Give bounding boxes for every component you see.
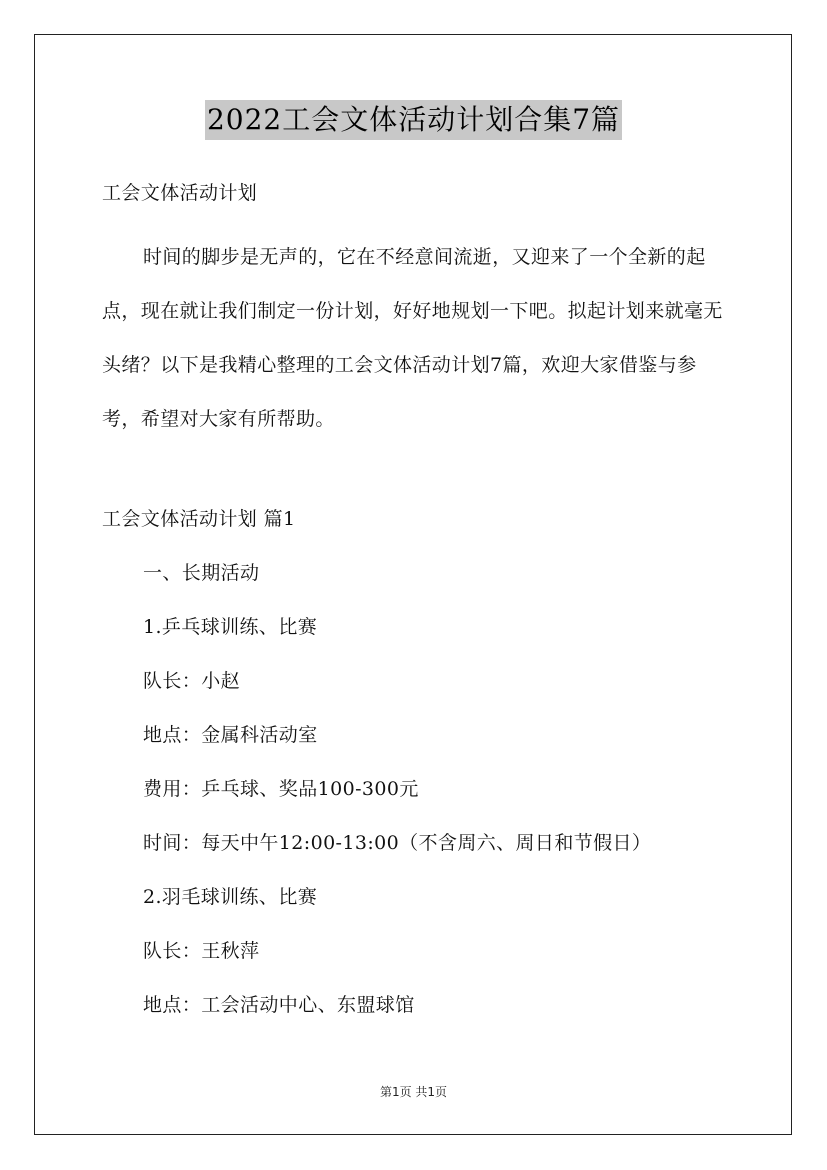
list-item: 地点：工会活动中心、东盟球馆: [143, 994, 415, 1016]
list-item: 2.羽毛球训练、比赛: [143, 886, 318, 908]
page-title: 2022工会文体活动计划合集7篇: [205, 100, 622, 140]
title-container: [0, 100, 827, 140]
list-item: 时间：每天中午12:00-13:00（不含周六、周日和节假日）: [143, 832, 652, 854]
list-item: 队长：小赵: [143, 670, 241, 692]
intro-text: 时间的脚步是无声的，它在不经意间流逝，又迎来了一个全新的起点，现在就让我们制定一份计划，好好地规划一下吧。拟起计划来就毫无头绪？以下是我精心整理的工会文体活动计划7篇，欢迎大家借鉴与参考，希望对大家有所帮助。: [102, 246, 723, 430]
list-item: 地点：金属科活动室: [143, 724, 318, 746]
list-item: 1.乒乓球训练、比赛: [143, 616, 318, 638]
document-subtitle: 工会文体活动计划: [102, 182, 258, 204]
list-item: 队长：王秋萍: [143, 940, 260, 962]
list-item: 一、长期活动: [143, 562, 260, 584]
section-heading: 工会文体活动计划 篇1: [102, 508, 296, 530]
intro-paragraph: [102, 230, 728, 446]
page-footer: 第1页 共1页: [379, 1085, 448, 1099]
list-item: 费用：乒乓球、奖品100-300元: [143, 778, 419, 800]
